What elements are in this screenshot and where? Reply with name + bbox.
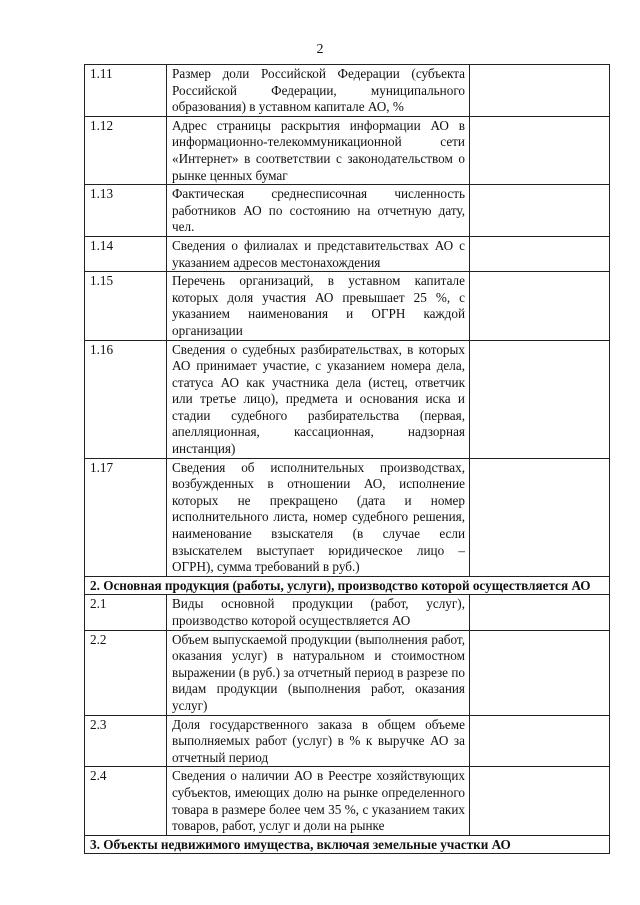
item-description: Объем выпускаемой продукции (выполнения работ, оказания услуг) в натуральном и стоимостном выражении (в руб.) за отчетный период в разрезе по видам продукции (выполнения работ, оказания услуг) [167,630,470,715]
item-value-cell [470,340,610,458]
item-description: Сведения о наличии АО в Реестре хозяйствующих субъектов, имеющих долю на рынке определенного товара в размере более чем 35 %, с указанием таких товаров, работ, услуг и доли на рынке [167,767,470,835]
item-value-cell [470,185,610,237]
item-value-cell [470,715,610,767]
item-number: 1.13 [85,185,167,237]
item-value-cell [470,65,610,117]
table-row [85,236,610,271]
item-description: Адрес страницы раскрытия информации АО в информационно-телекоммуникационной сети «Интернет» в соответствии с законодательством о рынке ценных бумаг [167,116,470,184]
item-number: 1.17 [85,458,167,576]
table-row [85,458,610,576]
item-number: 1.14 [85,236,167,271]
disclosure-table [84,64,610,854]
section-heading: 3. Объекты недвижимого имущества, включая земельные участки АО [85,835,610,854]
item-description: Сведения о филиалах и представительствах АО с указанием адресов местонахождения [167,236,470,271]
section-heading: 2. Основная продукция (работы, услуги), производство которой осуществляется АО [85,576,610,595]
table-row [85,272,610,340]
item-number: 1.12 [85,116,167,184]
item-value-cell [470,595,610,630]
item-description: Сведения о судебных разбирательствах, в которых АО принимает участие, с указанием номера дела, статуса АО как участника дела (истец, ответчик или третье лицо), предмета и основания иска и стадии судебного разбирательства (первая, апелляционная, кассационная, надзорная инстанция) [167,340,470,458]
item-description: Доля государственного заказа в общем объеме выполняемых работ (услуг) в % к выручке АО за отчетный период [167,715,470,767]
item-description: Перечень организаций, в уставном капитале которых доля участия АО превышает 25 %, с указанием наименования и ОГРН каждой организации [167,272,470,340]
table-row [85,116,610,184]
table-row [85,340,610,458]
table-row [85,185,610,237]
section-header-row [85,835,610,854]
item-value-cell [470,630,610,715]
item-number: 1.16 [85,340,167,458]
item-description: Размер доли Российской Федерации (субъекта Российской Федерации, муниципального образования) в уставном капитале АО, % [167,65,470,117]
item-number: 2.4 [85,767,167,835]
section-header-row [85,576,610,595]
table-row [85,65,610,117]
table-row [85,595,610,630]
item-value-cell [470,236,610,271]
table-row [85,715,610,767]
item-value-cell [470,767,610,835]
table-row [85,630,610,715]
item-description: Виды основной продукции (работ, услуг), производство которой осуществляется АО [167,595,470,630]
item-value-cell [470,272,610,340]
table-row [85,767,610,835]
table-body [85,65,610,854]
item-description: Сведения об исполнительных производствах, возбужденных в отношении АО, исполнение которых не прекращено (дата и номер исполнительного листа, номер судебного решения, наименование взыскателя (в случае если взыскателем выступает юридическое лицо – ОГРН), сумма требований в руб.) [167,458,470,576]
item-value-cell [470,458,610,576]
item-description: Фактическая среднесписочная численность работников АО по состоянию на отчетную дату, чел. [167,185,470,237]
item-number: 1.15 [85,272,167,340]
page-number: 2 [316,42,324,57]
item-number: 1.11 [85,65,167,117]
item-number: 2.1 [85,595,167,630]
item-value-cell [470,116,610,184]
item-number: 2.3 [85,715,167,767]
item-number: 2.2 [85,630,167,715]
